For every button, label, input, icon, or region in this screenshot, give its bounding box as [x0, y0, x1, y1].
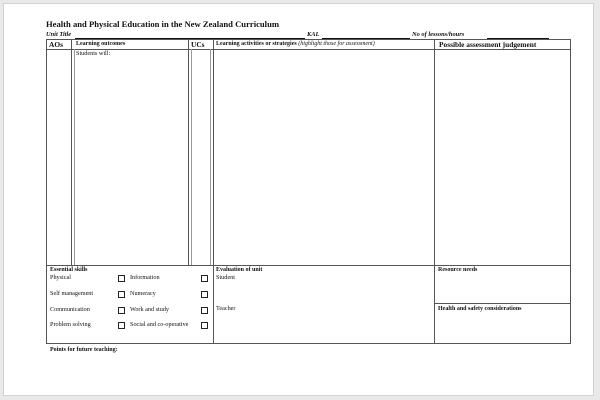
assessment-header: Possible assessment judgement [439, 40, 537, 49]
essential-skills-heading: Essential skills [50, 267, 88, 273]
unit-title-label: Unit Title [46, 31, 72, 38]
skill-communication: Communication [50, 306, 90, 313]
ucs-inner-line [210, 49, 211, 265]
skill-social-cooperative-checkbox[interactable] [201, 322, 208, 329]
skill-physical-checkbox[interactable] [118, 275, 125, 282]
ucs-column-line [213, 39, 214, 344]
activities-column-line [434, 39, 435, 344]
skill-social-cooperative: Social and co-operative [130, 321, 189, 328]
skill-self-management: Self management [50, 290, 94, 297]
points-future-teaching-label: Points for future teaching: [50, 347, 118, 353]
students-will-text: Students will: [76, 50, 111, 57]
skill-numeracy-checkbox[interactable] [201, 291, 208, 298]
skill-problem-solving: Problem solving [50, 321, 91, 328]
aos-header: AOs [49, 40, 63, 49]
skill-problem-solving-checkbox[interactable] [118, 322, 125, 329]
skill-numeracy: Numeracy [130, 290, 156, 297]
skill-information: Information [130, 274, 160, 281]
header-row-divider [46, 49, 571, 50]
skill-work-and-study-checkbox[interactable] [201, 307, 208, 314]
activities-header: Learning activities or strategies (highlight those for assessment) [216, 41, 375, 47]
evaluation-student-label: Student [216, 274, 235, 281]
evaluation-teacher-label: Teacher [216, 305, 236, 312]
document-title: Health and Physical Education in the New Zealand Curriculum [46, 19, 280, 29]
aos-column-line [71, 39, 72, 265]
aos-inner-line [74, 49, 75, 265]
evaluation-heading: Evaluation of unit [216, 267, 263, 273]
lessons-label: No of lessons/hours [412, 31, 465, 38]
skill-communication-checkbox[interactable] [118, 307, 125, 314]
ucs-header: UCs [191, 40, 205, 49]
skill-information-checkbox[interactable] [201, 275, 208, 282]
outcomes-inner-line [191, 49, 192, 265]
kal-label: KAL [307, 31, 320, 38]
skill-physical: Physical [50, 274, 71, 281]
skill-self-management-checkbox[interactable] [118, 291, 125, 298]
planning-table [46, 39, 571, 344]
resources-divider [434, 303, 571, 304]
resource-needs-label: Resource needs [438, 267, 478, 273]
outcomes-column-line [188, 39, 189, 265]
section-divider [46, 265, 571, 266]
learning-outcomes-header: Learning outcomes [76, 41, 126, 47]
health-safety-label: Health and safety considerations [438, 306, 522, 312]
skill-work-and-study: Work and study [130, 306, 170, 313]
